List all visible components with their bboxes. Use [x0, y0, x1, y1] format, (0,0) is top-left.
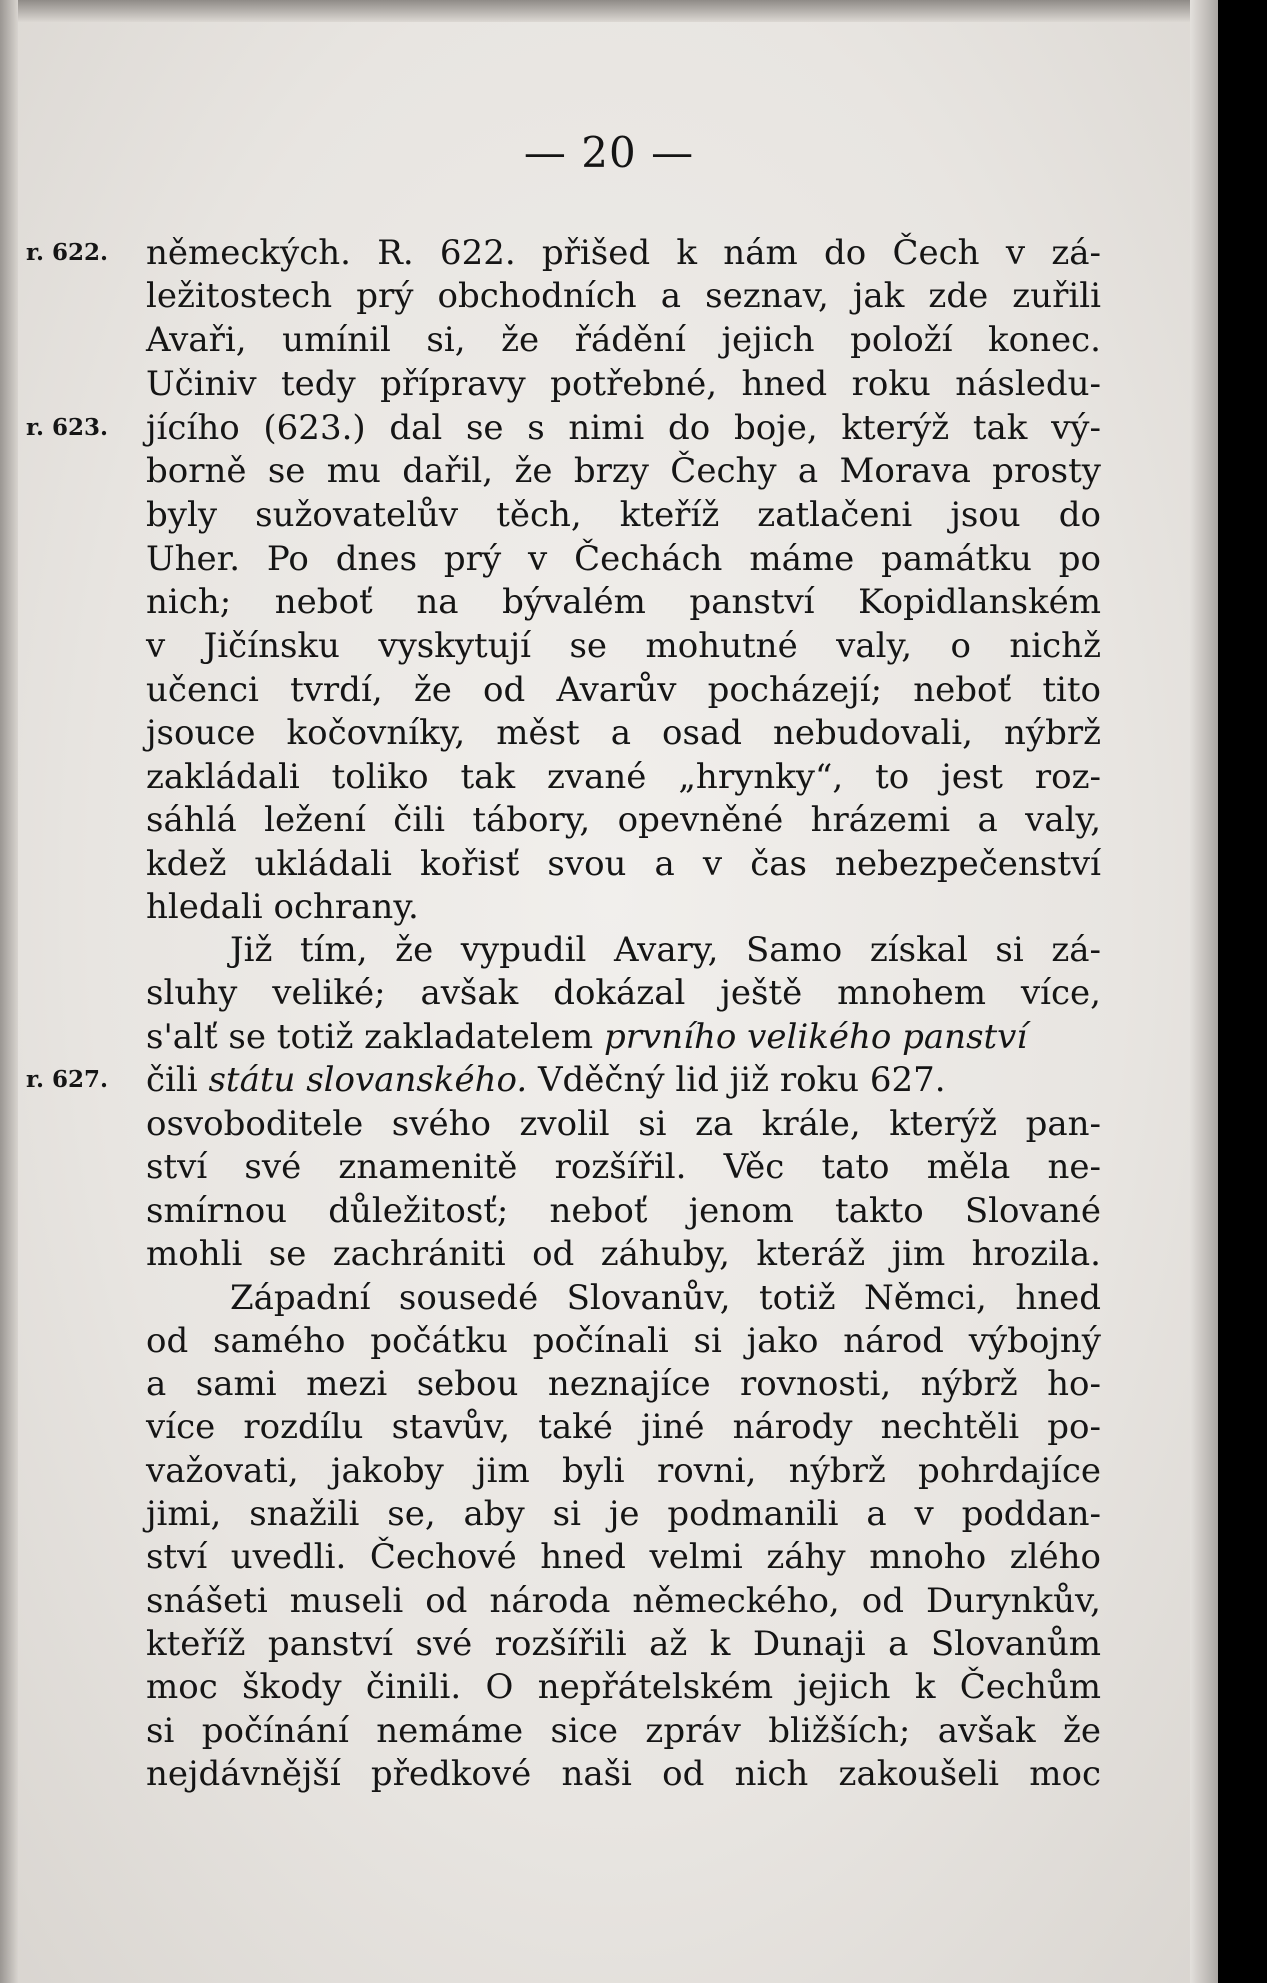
- text-line: borně se mu dařil, že brzy Čechy a Morava prosty: [146, 451, 1101, 491]
- text-line: jícího (623.) dal se s nimi do boje, kterýž tak vý-: [146, 408, 1101, 448]
- text-line: ství uvedli. Čechové hned velmi záhy mnoho zlého: [146, 1537, 1101, 1577]
- text-line: ležitostech prý obchodních a seznav, jak zde zuřili: [146, 276, 1101, 316]
- page-number: — 20 —: [523, 128, 695, 177]
- page-top-edge-shadow: [0, 0, 1218, 22]
- text-line-indent: Již tím, že vypudil Avary, Samo získal si zá-: [230, 930, 1101, 970]
- text-line: Učiniv tedy přípravy potřebné, hned roku následu-: [146, 364, 1101, 404]
- margin-note-year: r. 622.: [26, 239, 109, 266]
- text-line: jsouce kočovníky, měst a osad nebudovali, nýbrž: [146, 713, 1101, 753]
- text-line: sáhlá ležení čili tábory, opevněné hrázemi a valy,: [146, 800, 1101, 840]
- text-line: nejdávnější předkové naši od nich zakoušeli moc: [146, 1754, 1101, 1794]
- text-run: s'alť se totiž zakladatelem: [146, 1017, 604, 1057]
- page-right-edge-shadow: [1190, 0, 1218, 1983]
- text-line: jimi, snažili se, aby si je podmanili a v poddan-: [146, 1494, 1101, 1534]
- text-line: v Jičínsku vyskytují se mohutné valy, o nichž: [146, 626, 1101, 666]
- text-line: Uher. Po dnes prý v Čechách máme památku po: [146, 539, 1101, 579]
- text-line: od samého počátku počínali si jako národ výbojný: [146, 1321, 1101, 1361]
- italic-phrase: státu slovanského.: [208, 1060, 528, 1100]
- text-run: čili: [146, 1060, 209, 1100]
- text-line: smírnou důležitosť; neboť jenom takto Slované: [146, 1191, 1101, 1231]
- text-line: kdež ukládali kořisť svou a v čas nebezpečenství: [146, 844, 1101, 884]
- text-line: nich; neboť na bývalém panství Kopidlanském: [146, 582, 1101, 622]
- text-line: sluhy veliké; avšak dokázal ještě mnohem více,: [146, 973, 1101, 1013]
- text-line: a sami mezi sebou neznajíce rovnosti, nýbrž ho-: [146, 1364, 1101, 1404]
- text-line: více rozdílu stavův, také jiné národy nechtěli po-: [146, 1407, 1101, 1447]
- text-line: mohli se zachrániti od záhuby, kteráž jim hrozila.: [146, 1234, 1101, 1274]
- text-line: byly sužovatelův těch, kteříž zatlačeni jsou do: [146, 495, 1101, 535]
- text-line: hledali ochrany.: [146, 887, 419, 927]
- italic-phrase: prvního velikého panství: [603, 1017, 1028, 1057]
- page-left-edge-shadow: [0, 0, 18, 1983]
- text-line: snášeti museli od národa německého, od Durynkův,: [146, 1581, 1101, 1621]
- text-line: [146, 1017, 1101, 1057]
- text-line: ství své znamenitě rozšířil. Věc tato měla ne-: [146, 1147, 1101, 1187]
- text-run: Vděčný lid již roku 627.: [527, 1060, 946, 1100]
- text-line-indent: Západní sousedé Slovanův, totiž Němci, hned: [230, 1278, 1101, 1318]
- text-line: zakládali toliko tak zvané „hrynky“, to jest roz-: [146, 757, 1101, 797]
- text-line: německých. R. 622. přišed k nám do Čech v zá-: [146, 233, 1101, 273]
- text-line: [146, 1060, 1101, 1100]
- text-line: kteříž panství své rozšířili až k Dunaji a Slovanům: [146, 1624, 1101, 1664]
- text-line: važovati, jakoby jim byli rovni, nýbrž pohrdajíce: [146, 1451, 1101, 1491]
- text-line: si počínání nemáme sice zpráv bližších; avšak že: [146, 1711, 1101, 1751]
- text-line: moc škody činili. O nepřátelském jejich k Čechům: [146, 1667, 1101, 1707]
- margin-note-year: r. 627.: [26, 1066, 109, 1093]
- text-line: učenci tvrdí, že od Avarův pocházejí; neboť tito: [146, 670, 1101, 710]
- text-line: osvoboditele svého zvolil si za krále, kterýž pan-: [146, 1104, 1101, 1144]
- margin-note-year: r. 623.: [26, 414, 109, 441]
- text-line: Avaři, umínil si, že řádění jejich položí konec.: [146, 320, 1101, 360]
